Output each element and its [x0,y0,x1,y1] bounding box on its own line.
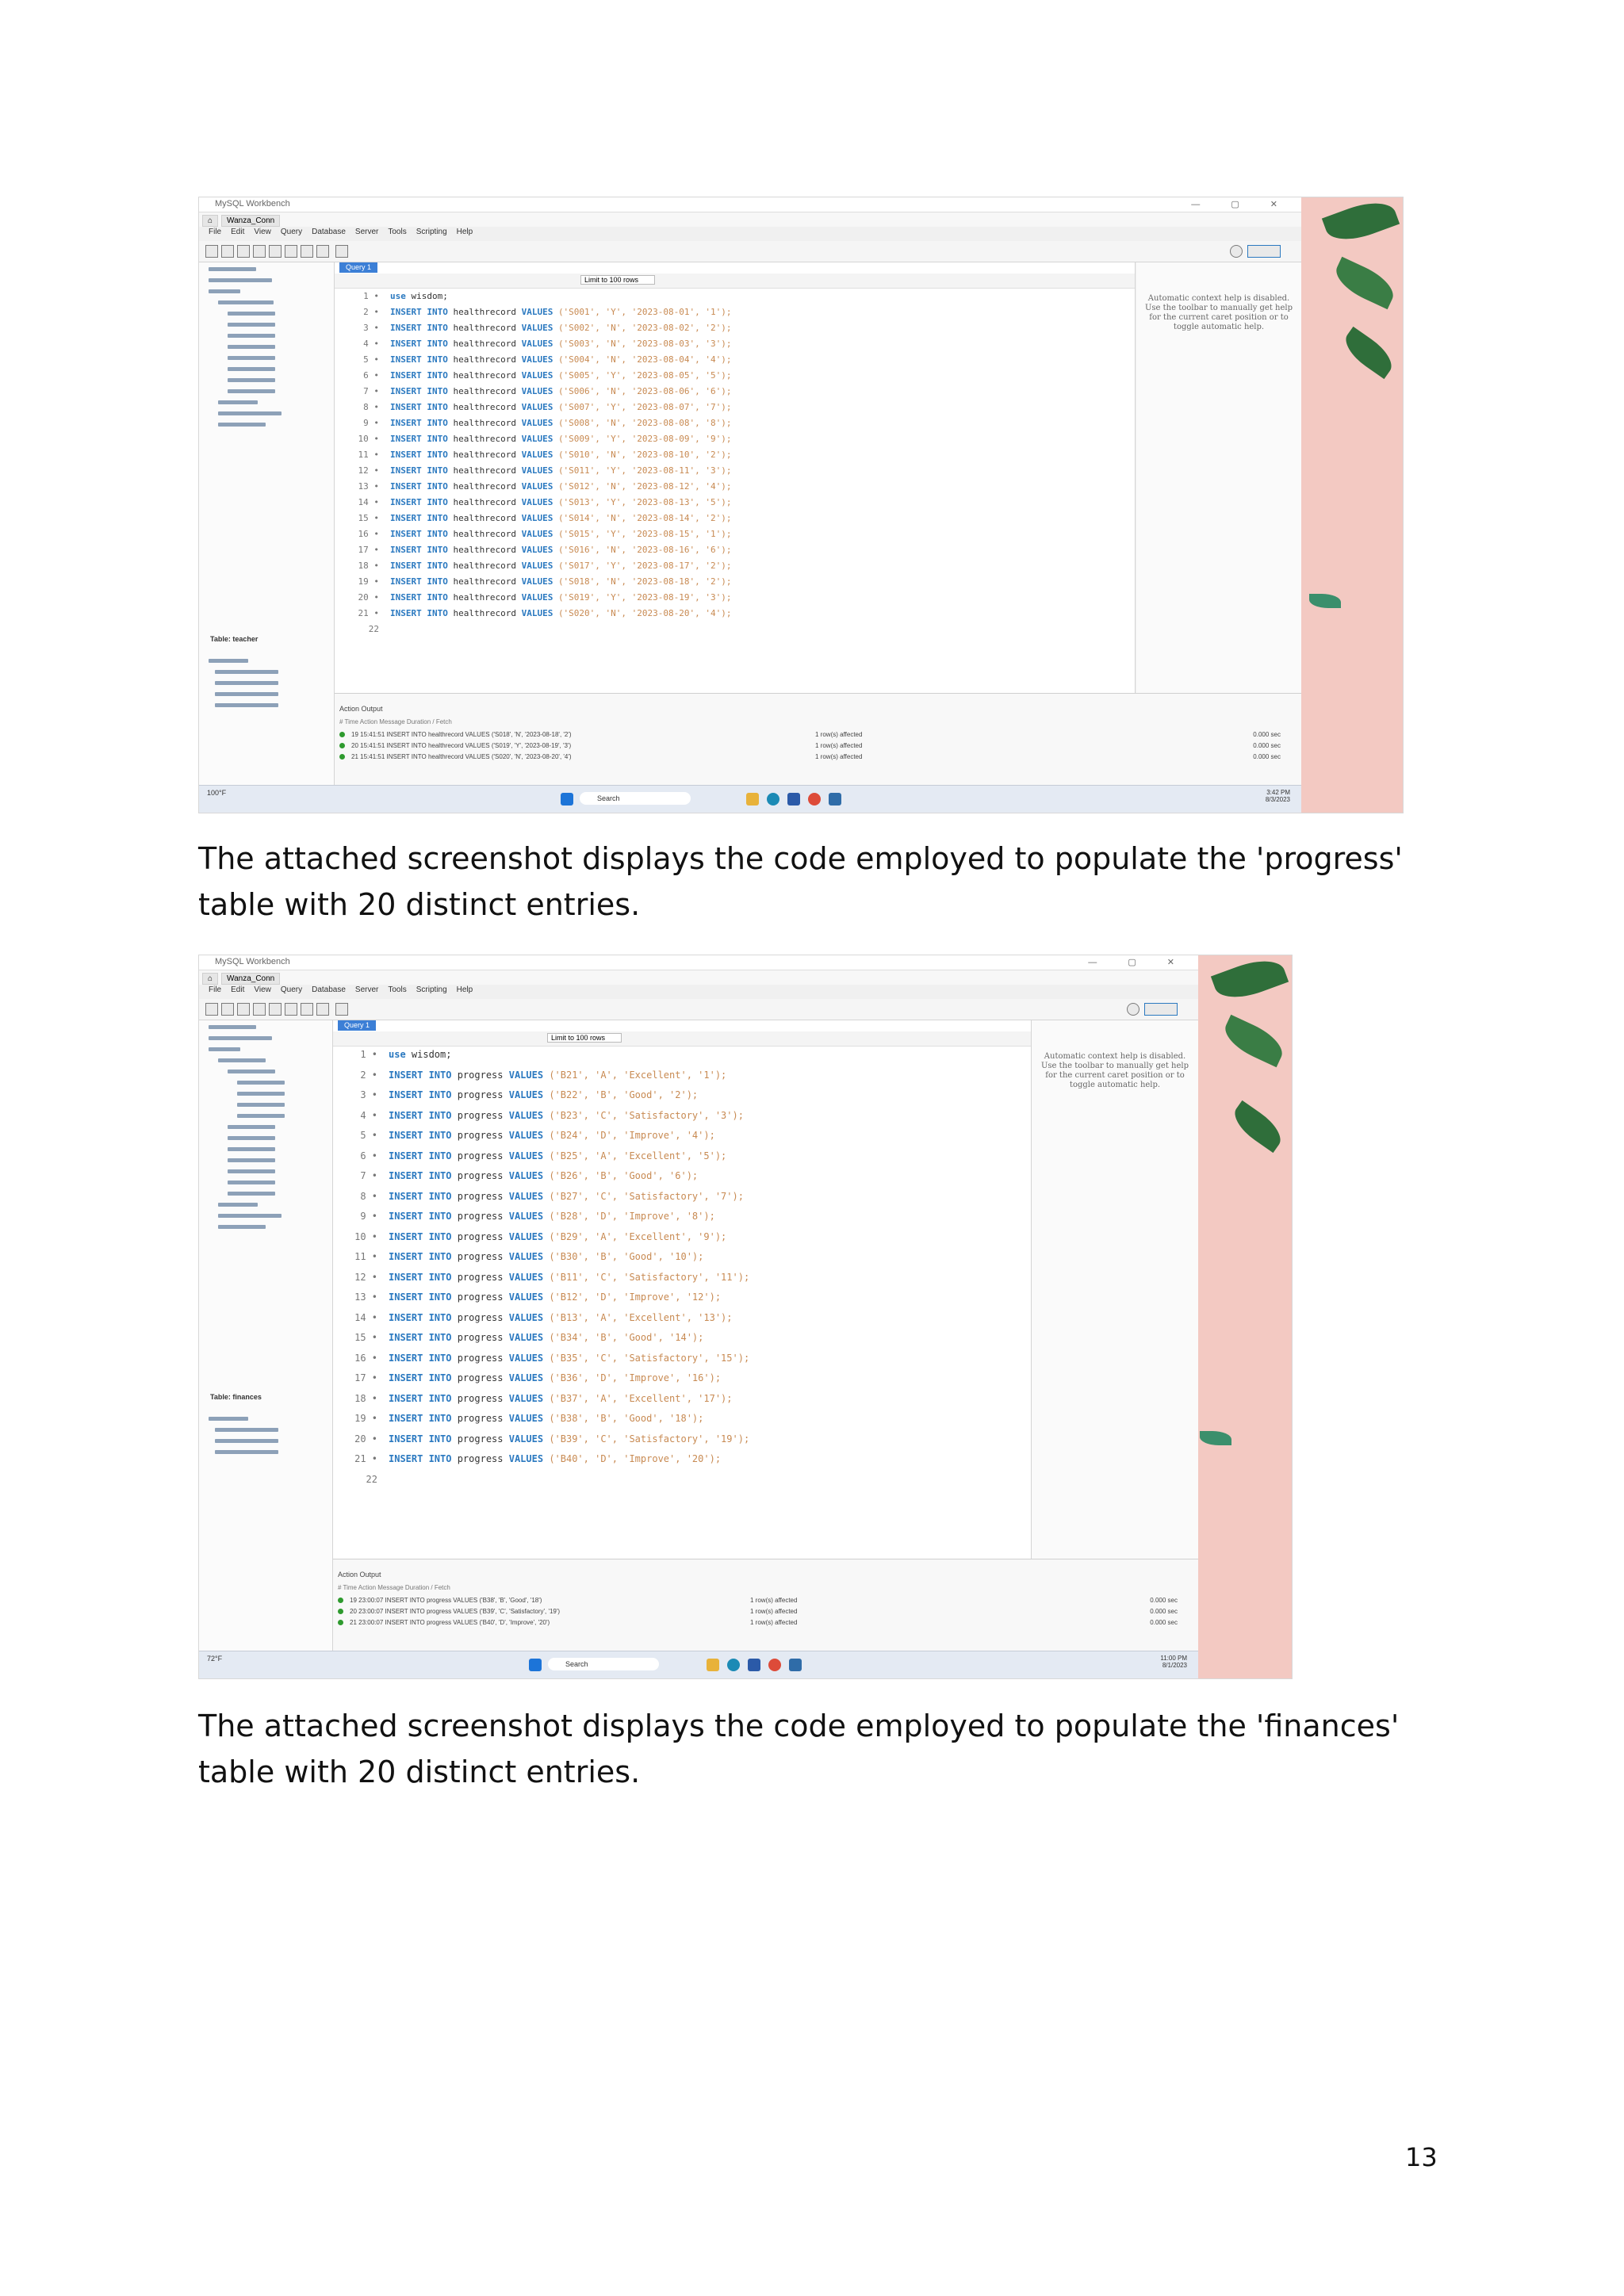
code-text: INSERT INTO progress VALUES ('B27', 'C', 'Satisfactory', '7'); [389,1190,744,1202]
line-number: 19 • [358,576,379,587]
code-text: INSERT INTO progress VALUES ('B13', 'A', 'Excellent', '13'); [389,1311,733,1323]
output-type-select[interactable]: Action Output [338,1571,381,1578]
decorative-leaf [1219,1015,1289,1067]
line-number: 17 • [354,1372,377,1383]
menu-item-database[interactable]: Database [312,228,346,236]
mysql-workbench-icon[interactable] [829,793,841,806]
line-number: 2 • [360,1069,377,1081]
context-help-panel [1136,262,1301,694]
code-text: INSERT INTO healthrecord VALUES ('S015', 'Y', '2023-08-15', '1'); [390,529,732,539]
output-row-text: 20 15:41:51 INSERT INTO healthrecord VALUES ('S019', 'Y', '2023-08-19', '3') [351,742,572,749]
success-icon [339,743,345,748]
reconnect-icon[interactable] [335,1003,348,1016]
code-text: INSERT INTO progress VALUES ('B37', 'A', 'Excellent', '17'); [389,1392,733,1404]
code-text: INSERT INTO healthrecord VALUES ('S005', 'Y', '2023-08-05', '5'); [390,370,732,381]
code-text: INSERT INTO healthrecord VALUES ('S010', 'N', '2023-08-10', '2'); [390,450,732,460]
menu-item-scripting[interactable]: Scripting [416,228,447,236]
code-text: INSERT INTO progress VALUES ('B23', 'C', 'Satisfactory', '3'); [389,1109,744,1121]
title-bar [199,197,1301,212]
window-controls[interactable]: — ▢ ✕ [1191,200,1292,209]
code-text: INSERT INTO progress VALUES ('B25', 'A', 'Excellent', '5'); [389,1150,727,1161]
menu-item-help[interactable]: Help [456,228,473,236]
output-duration: 0.000 sec [1150,1597,1178,1604]
output-message: 1 row(s) affected [750,1597,798,1604]
code-text: INSERT INTO progress VALUES ('B11', 'C', 'Satisfactory', '11'); [389,1271,750,1283]
output-duration: 0.000 sec [1253,742,1281,749]
line-number: 13 • [358,481,379,492]
line-number: 22 [366,1473,377,1485]
decorative-leaf [1339,327,1399,379]
menu-item-database[interactable]: Database [312,985,346,994]
line-number: 5 • [360,1130,377,1141]
line-number: 4 • [360,1109,377,1121]
line-number: 16 • [354,1352,377,1364]
create-view-icon[interactable] [285,1003,297,1016]
decorative-leaf [1309,594,1341,608]
code-text: INSERT INTO healthrecord VALUES ('S009', 'Y', '2023-08-09', '9'); [390,434,732,444]
output-row[interactable] [338,1596,1193,1605]
edge-icon[interactable] [727,1659,740,1671]
line-number: 16 • [358,529,379,539]
menu-bar [199,228,1301,240]
line-number: 10 • [358,434,379,444]
success-icon [338,1598,343,1603]
line-number: 10 • [354,1230,377,1242]
line-number: 9 • [360,1211,377,1222]
output-row-text: 20 23:00:07 INSERT INTO progress VALUES ('B39', 'C', 'Satisfactory', '19') [350,1608,561,1615]
output-panel [333,1559,1198,1651]
code-text: INSERT INTO progress VALUES ('B12', 'D', 'Improve', '12'); [389,1292,722,1303]
code-text: INSERT INTO progress VALUES ('B39', 'C', 'Satisfactory', '19'); [389,1433,750,1445]
success-icon [339,732,345,737]
line-number: 8 • [363,402,379,412]
code-text: INSERT INTO healthrecord VALUES ('S018', 'N', '2023-08-18', '2'); [390,576,732,587]
context-help-panel [1032,1020,1198,1559]
menu-item-file[interactable]: File [209,985,222,994]
system-clock[interactable] [1266,789,1290,803]
code-text: INSERT INTO healthrecord VALUES ('S007', 'Y', '2023-08-07', '7'); [390,402,732,412]
line-number: 21 • [358,608,379,618]
file-explorer-icon[interactable] [707,1659,719,1671]
home-icon[interactable]: ⌂ [202,215,218,227]
create-function-icon[interactable] [316,245,329,258]
line-number: 22 [368,624,379,634]
screenshot-1 [198,197,1404,813]
menu-item-server[interactable]: Server [354,985,379,994]
line-number: 18 • [354,1392,377,1404]
success-icon [339,754,345,760]
window-title: MySQL Workbench [215,957,290,966]
settings-icon[interactable] [1230,245,1243,258]
navigator-sidebar [199,1020,333,1651]
create-schema-icon[interactable] [253,1003,266,1016]
workbench-window [199,197,1301,813]
connection-tabs [199,970,1198,985]
file-explorer-icon[interactable] [746,793,759,806]
line-number: 14 • [354,1311,377,1323]
help-text: Automatic context help is disabled. Use the toolbar to manually get help for the current caret position or to toggle automatic help. [1041,1052,1189,1089]
main-toolbar [199,999,1198,1020]
code-text: INSERT INTO healthrecord VALUES ('S014', 'N', '2023-08-14', '2'); [390,513,732,523]
chrome-icon[interactable] [768,1659,781,1671]
line-number: 8 • [360,1190,377,1202]
code-text: INSERT INTO progress VALUES ('B26', 'B', 'Good', '6'); [389,1170,699,1181]
code-text: INSERT INTO healthrecord VALUES ('S017', 'Y', '2023-08-17', '2'); [390,561,732,571]
line-number: 3 • [363,323,379,333]
open-sql-file-icon[interactable] [221,1003,234,1016]
clock-date: 8/3/2023 [1265,796,1290,803]
output-row-text: 19 15:41:51 INSERT INTO healthrecord VALUES ('S018', 'N', '2023-08-18', '2') [351,731,572,738]
create-schema-icon[interactable] [253,245,266,258]
create-view-icon[interactable] [285,245,297,258]
code-text: use wisdom; [390,291,448,301]
line-number: 12 • [358,465,379,476]
output-duration: 0.000 sec [1150,1608,1178,1615]
output-row[interactable] [338,1607,1193,1617]
main-toolbar [199,241,1301,262]
new-sql-tab-icon[interactable] [205,1003,218,1016]
workbench-window [199,955,1198,1678]
chrome-icon[interactable] [808,793,821,806]
line-number: 15 • [354,1332,377,1343]
menu-item-view[interactable]: View [254,228,271,236]
line-number: 11 • [358,450,379,460]
editor-toolbar [335,274,1135,289]
object-info-table-label: Table: finances [210,1393,262,1401]
menu-item-query[interactable]: Query [280,985,303,994]
output-message: 1 row(s) affected [750,1619,798,1626]
line-number: 20 • [358,592,379,603]
menu-item-tools[interactable]: Tools [388,985,407,994]
decorative-leaf [1330,257,1400,309]
output-header-row: # Time Action Message Duration / Fetch [339,718,452,725]
line-number: 1 • [363,291,379,301]
screenshot-2 [198,955,1293,1679]
code-text: INSERT INTO healthrecord VALUES ('S008', 'N', '2023-08-08', '8'); [390,418,732,428]
output-panel [335,693,1301,786]
line-number: 3 • [360,1089,377,1100]
line-number: 21 • [354,1453,377,1464]
menu-bar [199,985,1198,998]
code-text: INSERT INTO healthrecord VALUES ('S011', 'Y', '2023-08-11', '3'); [390,465,732,476]
sql-editor [333,1020,1032,1559]
taskbar-search[interactable]: Search [580,792,691,805]
caption-1: The attached screenshot displays the code employed to populate the 'progress' table with 20 distinct entries. [198,841,1403,922]
clock-date: 8/1/2023 [1162,1662,1187,1669]
line-number: 18 • [358,561,379,571]
weather-widget[interactable]: 72°F [207,1655,223,1663]
line-number: 14 • [358,497,379,507]
create-table-icon[interactable] [269,1003,282,1016]
code-text: INSERT INTO healthrecord VALUES ('S012', 'N', '2023-08-12', '4'); [390,481,732,492]
output-duration: 0.000 sec [1150,1619,1178,1626]
page-number: 13 [1405,2142,1438,2172]
code-text: INSERT INTO healthrecord VALUES ('S019', 'Y', '2023-08-19', '3'); [390,592,732,603]
code-text: INSERT INTO progress VALUES ('B34', 'B', 'Good', '14'); [389,1332,704,1343]
output-message: 1 row(s) affected [750,1608,798,1615]
new-sql-tab-icon[interactable] [205,245,218,258]
menu-item-file[interactable]: File [209,228,222,236]
help-text: Automatic context help is disabled. Use the toolbar to manually get help for the current caret position or to toggle automatic help. [1145,294,1293,331]
output-row[interactable] [338,1618,1193,1628]
menu-item-server[interactable]: Server [354,228,379,236]
menu-item-tools[interactable]: Tools [388,228,407,236]
menu-item-edit[interactable]: Edit [231,228,245,236]
limit-rows-select[interactable]: Limit to 100 rows [547,1033,622,1043]
windows-taskbar [199,785,1301,813]
code-text: INSERT INTO progress VALUES ('B36', 'D', 'Improve', '16'); [389,1372,722,1383]
line-number: 13 • [354,1292,377,1303]
store-icon[interactable] [787,793,800,806]
output-row-text: 21 15:41:51 INSERT INTO healthrecord VALUES ('S020', 'N', '2023-08-20', '4') [351,753,572,760]
inspector-icon[interactable] [237,245,250,258]
mysql-workbench-icon[interactable] [789,1659,802,1671]
windows-taskbar [199,1651,1198,1678]
clock-time: 11:00 PM [1160,1655,1187,1662]
code-text: INSERT INTO progress VALUES ('B40', 'D', 'Improve', '20'); [389,1453,722,1464]
output-message: 1 row(s) affected [815,753,863,760]
code-text: INSERT INTO progress VALUES ('B24', 'D', 'Improve', '4'); [389,1130,715,1141]
decorative-leaf [1211,955,1289,1006]
line-number: 20 • [354,1433,377,1445]
object-info-table-label: Table: teacher [210,635,259,643]
code-text: INSERT INTO healthrecord VALUES ('S003', 'N', '2023-08-03', '3'); [390,339,732,349]
success-icon [338,1609,343,1614]
line-number: 1 • [360,1049,377,1060]
output-message: 1 row(s) affected [815,731,863,738]
output-duration: 0.000 sec [1253,731,1281,738]
menu-item-query[interactable]: Query [280,228,303,236]
panel-toggle-icon[interactable] [1144,1003,1178,1016]
reconnect-icon[interactable] [335,245,348,258]
clock-time: 3:42 PM [1266,789,1290,796]
taskbar-search[interactable]: Search [548,1658,659,1670]
connection-tabs [199,212,1301,227]
create-table-icon[interactable] [269,245,282,258]
navigator-sidebar [199,262,335,786]
code-text: INSERT INTO progress VALUES ('B21', 'A', 'Excellent', '1'); [389,1069,727,1081]
system-clock[interactable] [1160,1655,1187,1669]
create-procedure-icon[interactable] [301,1003,313,1016]
connection-tab[interactable]: Wanza_Conn [221,973,280,985]
menu-item-view[interactable]: View [254,985,271,994]
weather-widget[interactable]: 100°F [207,789,227,797]
code-text: INSERT INTO healthrecord VALUES ('S004', 'N', '2023-08-04', '4'); [390,354,732,365]
code-text: use wisdom; [389,1049,452,1060]
decorative-leaf [1200,1431,1231,1445]
title-bar [199,955,1198,970]
windows-start-icon[interactable] [529,1659,542,1671]
output-duration: 0.000 sec [1253,753,1281,760]
line-number: 9 • [363,418,379,428]
query-tab[interactable]: Query 1 [338,1020,376,1031]
code-text: INSERT INTO progress VALUES ('B30', 'B', 'Good', '10'); [389,1251,704,1262]
code-text: INSERT INTO progress VALUES ('B28', 'D', 'Improve', '8'); [389,1211,715,1222]
output-row-text: 21 23:00:07 INSERT INTO progress VALUES ('B40', 'D', 'Improve', '20') [350,1619,550,1626]
window-controls[interactable]: — ▢ ✕ [1088,958,1189,967]
code-text: INSERT INTO progress VALUES ('B35', 'C', 'Satisfactory', '15'); [389,1352,750,1364]
create-function-icon[interactable] [316,1003,329,1016]
line-number: 2 • [363,307,379,317]
line-number: 15 • [358,513,379,523]
line-number: 17 • [358,545,379,555]
output-row-text: 19 23:00:07 INSERT INTO progress VALUES ('B38', 'B', 'Good', '18') [350,1597,542,1604]
output-message: 1 row(s) affected [815,742,863,749]
line-number: 6 • [363,370,379,381]
code-text: INSERT INTO progress VALUES ('B29', 'A', 'Excellent', '9'); [389,1230,727,1242]
menu-item-help[interactable]: Help [456,985,473,994]
panel-toggle-icon[interactable] [1247,245,1281,258]
output-header-row: # Time Action Message Duration / Fetch [338,1584,450,1591]
edge-icon[interactable] [767,793,779,806]
line-number: 7 • [363,386,379,396]
line-number: 7 • [360,1170,377,1181]
menu-item-edit[interactable]: Edit [231,985,245,994]
query-tab[interactable]: Query 1 [339,262,377,273]
code-text: INSERT INTO healthrecord VALUES ('S013', 'Y', '2023-08-13', '5'); [390,497,732,507]
line-number: 12 • [354,1271,377,1283]
line-number: 4 • [363,339,379,349]
code-text: INSERT INTO healthrecord VALUES ('S020', 'N', '2023-08-20', '4'); [390,608,732,618]
window-title: MySQL Workbench [215,199,290,209]
settings-icon[interactable] [1127,1003,1139,1016]
decorative-leaf [1228,1100,1288,1153]
output-row[interactable] [339,741,1297,751]
caption-2: The attached screenshot displays the code employed to populate the 'finances' table with 20 distinct entries. [198,1709,1400,1789]
output-type-select[interactable]: Action Output [339,705,383,713]
inspector-icon[interactable] [237,1003,250,1016]
line-number: 6 • [360,1150,377,1161]
decorative-leaf [1322,197,1400,248]
create-procedure-icon[interactable] [301,245,313,258]
connection-tab[interactable]: Wanza_Conn [221,215,280,227]
success-icon [338,1620,343,1625]
code-text: INSERT INTO progress VALUES ('B38', 'B', 'Good', '18'); [389,1413,704,1424]
code-text: INSERT INTO healthrecord VALUES ('S006', 'N', '2023-08-06', '6'); [390,386,732,396]
line-number: 19 • [354,1413,377,1424]
menu-item-scripting[interactable]: Scripting [416,985,447,994]
limit-rows-select[interactable]: Limit to 100 rows [580,275,655,285]
output-row[interactable] [339,752,1297,762]
open-sql-file-icon[interactable] [221,245,234,258]
code-text: INSERT INTO healthrecord VALUES ('S001', 'Y', '2023-08-01', '1'); [390,307,732,317]
windows-start-icon[interactable] [561,793,573,806]
store-icon[interactable] [748,1659,760,1671]
code-text: INSERT INTO healthrecord VALUES ('S016', 'N', '2023-08-16', '6'); [390,545,732,555]
line-number: 5 • [363,354,379,365]
output-row[interactable] [339,730,1297,740]
editor-toolbar [333,1031,1031,1047]
sql-editor [335,262,1136,694]
code-text: INSERT INTO healthrecord VALUES ('S002', 'N', '2023-08-02', '2'); [390,323,732,333]
line-number: 11 • [354,1251,377,1262]
code-text: INSERT INTO progress VALUES ('B22', 'B', 'Good', '2'); [389,1089,699,1100]
home-icon[interactable]: ⌂ [202,973,218,985]
